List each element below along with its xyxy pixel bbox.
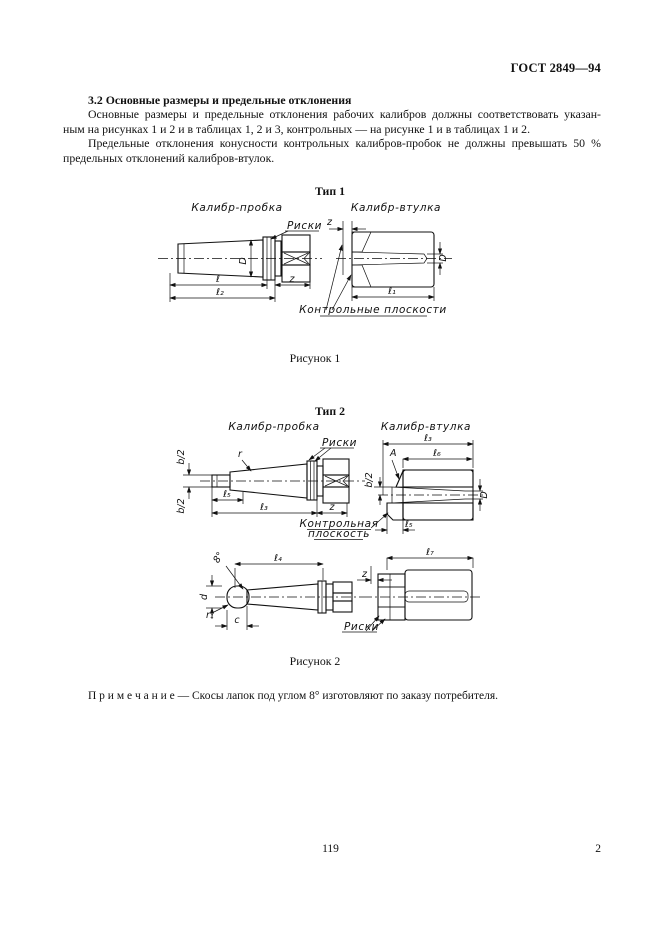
figure1-control-planes-label: Контрольные плоскости (299, 304, 447, 316)
figure2-dim-c: c (234, 615, 240, 626)
figure1-sleeve-label: Калибр-втулка (350, 202, 442, 214)
figure2-control-plane-line2: плоскость (307, 528, 371, 540)
page-number-right: 2 (595, 843, 601, 855)
paragraph-2-line-1: Предельные отклонения конусности контрольных калибров-пробок не должны превышать 50 % (88, 136, 601, 151)
figure2-dim-l7: ℓ₇ (426, 547, 434, 558)
figure1-dim-l2: ℓ₂ (216, 287, 224, 298)
figure2-caption: Рисунок 2 (289, 654, 341, 668)
figure1-riski-label: Риски (287, 220, 323, 232)
figure2-control-plane-line1: Контрольная (299, 518, 379, 530)
section-text (63, 93, 601, 165)
figure2-riski-label-bottom: Риски (344, 621, 380, 633)
figure2-dim-l5-plug: ℓ₅ (223, 489, 231, 500)
figure2-dim-z-plug: z (329, 502, 335, 513)
figure2-dim-l3-plug: ℓ₃ (260, 502, 268, 513)
figure1-plug-label: Калибр-пробка (191, 202, 283, 214)
figure2-dim-b2-top: b/2 (176, 449, 187, 465)
paragraph-2-line-2: предельных отклонений калибров-втулок. (63, 150, 275, 165)
figure2-plug-label: Калибр-пробка (228, 421, 320, 433)
page-number-center: 119 (322, 843, 339, 855)
note-text: П р и м е ч а н и е — Скосы лапок под углом 8° изготовляют по заказу потребителя. (88, 690, 498, 702)
figure2-sleeve-label: Калибр-втулка (380, 421, 472, 433)
figure2-plug-top (176, 437, 365, 517)
figure2-riski-label-top: Риски (322, 437, 358, 449)
note (63, 690, 601, 702)
paragraph-1-line-1: Основные размеры и предельные отклонения рабочих калибров должны соответствовать указан- (88, 107, 601, 122)
figure2-view-a-label: А (390, 448, 397, 459)
figure1-dim-z-plug: z (289, 274, 295, 285)
figure2-dim-l6: ℓ₆ (433, 448, 441, 459)
paragraph-1-line-2: ным на рисунках 1 и 2 и в таблицах 1, 2 и 3, контрольных — на рисунке 1 и в таблицах 1 и 2. (63, 121, 531, 136)
figure2-drawing (0, 400, 661, 650)
figure2-dim-r: r (238, 449, 242, 460)
figure2-dim-l4: ℓ₄ (274, 553, 282, 564)
figure2-type-label: Тип 2 (314, 404, 346, 418)
figure2-dim-d: d (199, 593, 210, 601)
figure1-dim-D-sleeve: D (438, 254, 449, 262)
figure2-dim-D-sleeve: D (479, 491, 490, 499)
figure2-dim-b2-bottom: b/2 (176, 498, 187, 514)
figure1-dim-l: ℓ (216, 274, 220, 285)
figure2-dim-r1: r₁ (206, 610, 214, 621)
figure1-type-label: Тип 1 (314, 184, 346, 198)
section-heading: 3.2 Основные размеры и предельные отклонения (88, 93, 352, 107)
figure2-dim-z-sleeve: z (362, 569, 367, 580)
doc-number: ГОСТ 2849—94 (510, 61, 601, 75)
figure2-plug-bottom (199, 550, 362, 630)
figure2-dim-angle8: 8° (211, 550, 227, 566)
figure2-dim-l3-sleeve: ℓ₃ (424, 433, 432, 444)
figure1-dim-z-sleeve: z (327, 217, 332, 228)
figure1-caption: Рисунок 1 (289, 351, 341, 365)
figure1-dim-D-plug: D (238, 257, 249, 265)
figure2-dim-b2-sleeve: b/2 (364, 472, 375, 488)
figure1-drawing (0, 195, 661, 335)
figure2-sleeve-bottom (342, 547, 482, 633)
figure1-dim-l1: ℓ₁ (388, 286, 396, 297)
figure1-plug (158, 220, 322, 302)
figure2-dim-l5-sleeve: ℓ₅ (405, 519, 413, 530)
